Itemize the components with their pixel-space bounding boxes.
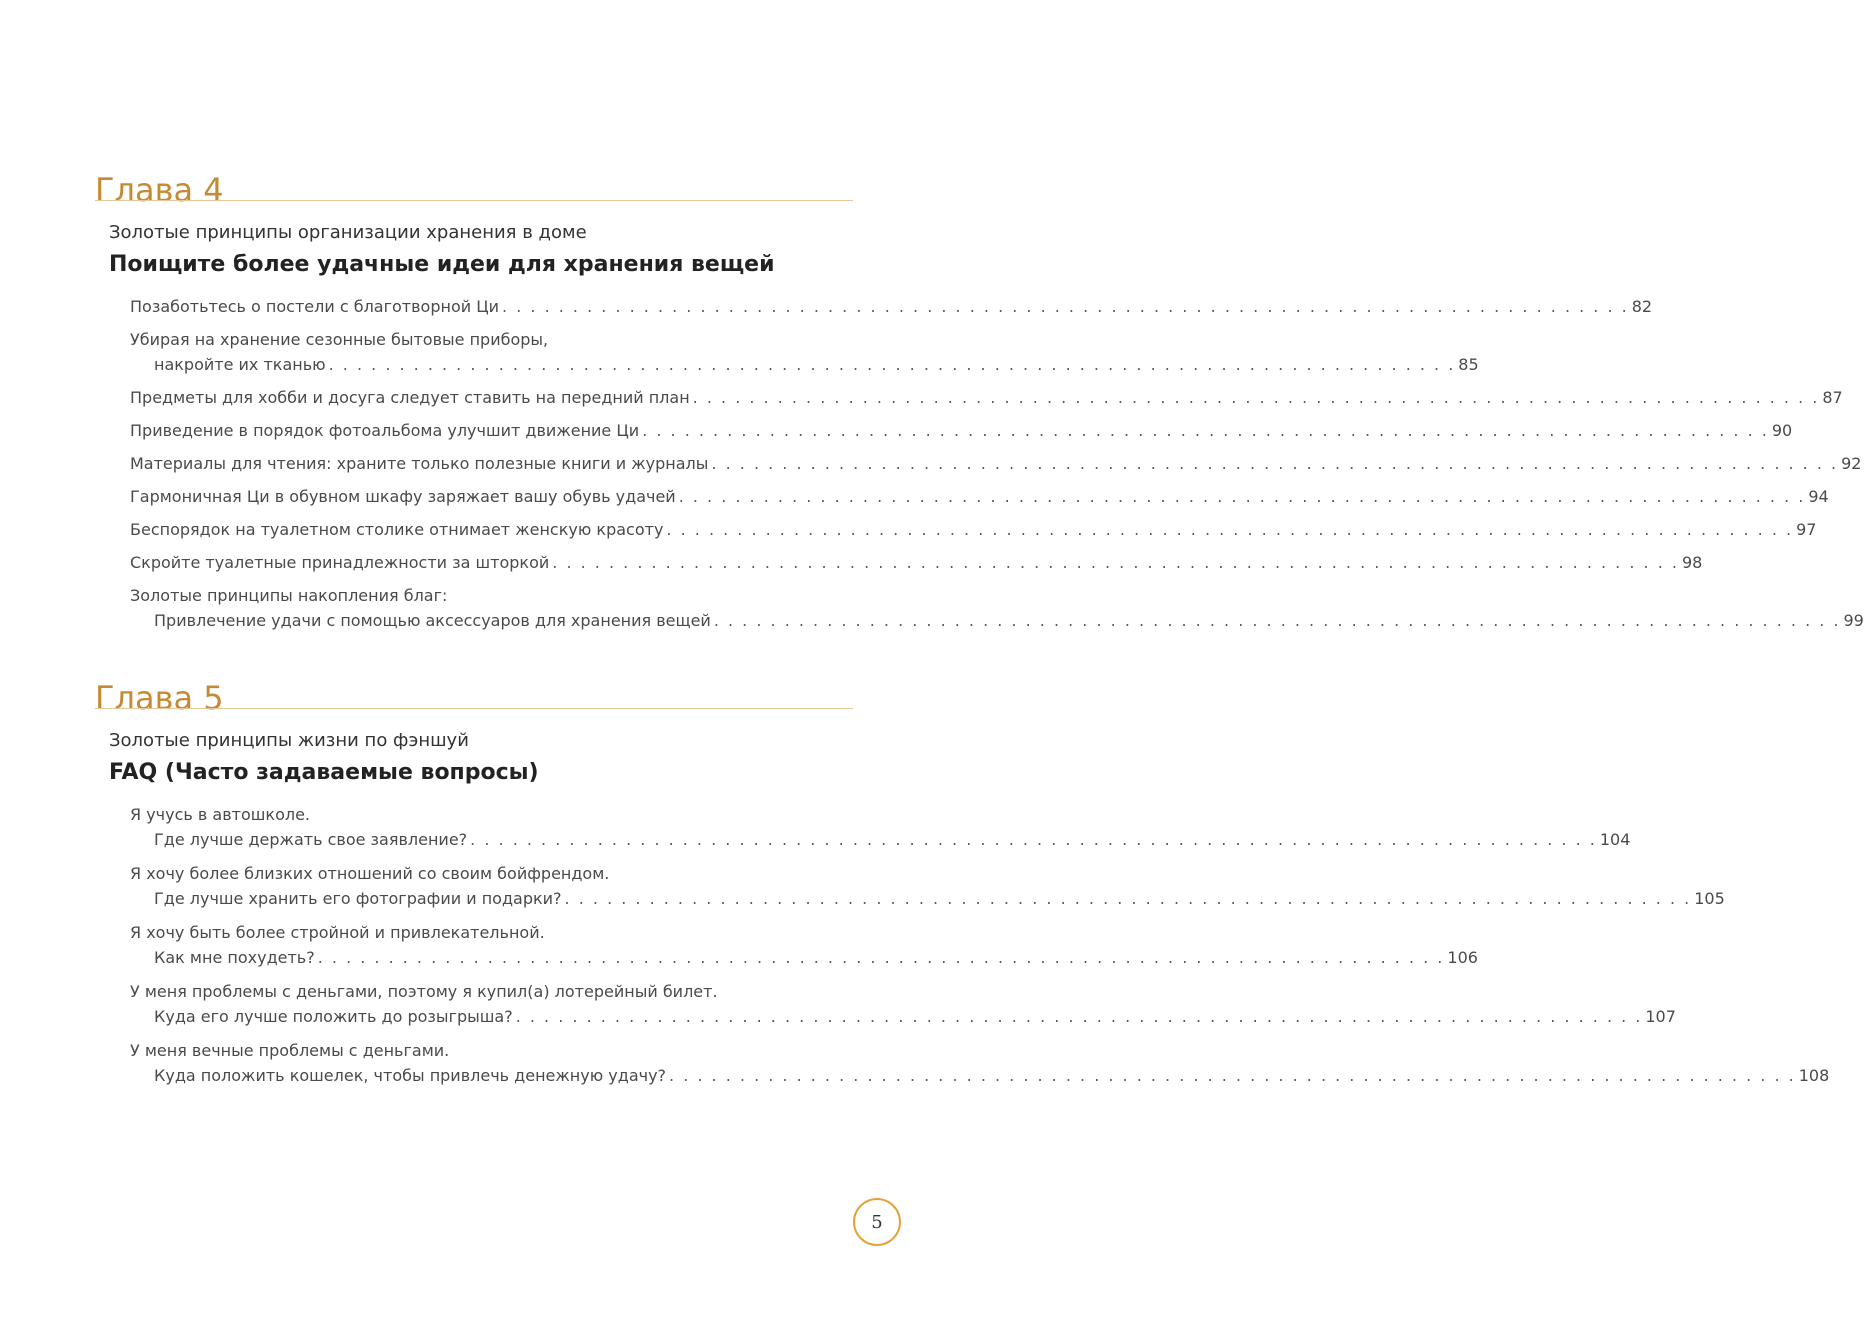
- toc-page-number: 92: [1841, 454, 1862, 473]
- dot-leader: . . . . . . . . . . . . . . . . . . . . . . . . . . . . . . . . . . . . . . . . . . . . . . . . . . . . . . . . . . . . . . . . . . . . . . . . . . . . . . . .: [317, 948, 1445, 967]
- toc-entry-line: Где лучше держать свое заявление?: [154, 830, 468, 849]
- chapter-heading: Поищите более удачные идеи для хранения вещей: [109, 252, 775, 277]
- toc-list: [95, 294, 1864, 633]
- toc-entry-line: Я учусь в автошколе.: [130, 805, 311, 824]
- dot-leader: . . . . . . . . . . . . . . . . . . . . . . . . . . . . . . . . . . . . . . . . . . . . . . . . . . . . . . . . . . . . . . . . . . . . . . . . . . . . . . . .: [666, 520, 1794, 539]
- toc-entry[interactable]: [130, 517, 1817, 542]
- toc-entry[interactable]: [130, 294, 1653, 319]
- dot-leader: . . . . . . . . . . . . . . . . . . . . . . . . . . . . . . . . . . . . . . . . . . . . . . . . . . . . . . . . . . . . . . . . . . . . . . . . . . . . . . . .: [678, 487, 1806, 506]
- dot-leader: . . . . . . . . . . . . . . . . . . . . . . . . . . . . . . . . . . . . . . . . . . . . . . . . . . . . . . . . . . . . . . . . . . . . . . . . . . . . . . . .: [470, 830, 1597, 849]
- toc-entry-line: Предметы для хобби и досуга следует ставить на передний план: [130, 388, 690, 407]
- page-number-badge: [853, 1198, 901, 1246]
- toc-entry-row: [130, 1004, 1676, 1029]
- toc-page-number: 82: [1631, 297, 1653, 316]
- toc-entry-line: Как мне похудеть?: [154, 948, 315, 967]
- toc-entry-line: У меня вечные проблемы с деньгами.: [130, 1041, 450, 1060]
- toc-entry-line: Куда положить кошелек, чтобы привлечь денежную удачу?: [154, 1066, 667, 1085]
- dot-leader: . . . . . . . . . . . . . . . . . . . . . . . . . . . . . . . . . . . . . . . . . . . . . . . . . . . . . . . . . . . . . . . . . . . . . . . . . . . . . . . .: [515, 1007, 1643, 1026]
- toc-entry-row: [130, 827, 1631, 852]
- toc-entry-line: Привлечение удачи с помощью аксессуаров для хранения вещей: [154, 611, 711, 630]
- dot-leader: . . . . . . . . . . . . . . . . . . . . . . . . . . . . . . . . . . . . . . . . . . . . . . . . . . . . . . . . . . . . . . . . . . . . . . . . . . . . . . . .: [692, 388, 1820, 407]
- toc-page-number: 104: [1599, 830, 1631, 849]
- toc-entry-row: [130, 484, 1829, 509]
- toc-entry[interactable]: [130, 861, 1725, 911]
- toc-entry-line: Где лучше хранить его фотографии и подарки?: [154, 889, 562, 908]
- dot-leader: . . . . . . . . . . . . . . . . . . . . . . . . . . . . . . . . . . . . . . . . . . . . . . . . . . . . . . . . . . . . . . . . . . . . . . . . . . . . . . . .: [502, 297, 1629, 316]
- toc-entry[interactable]: [130, 385, 1843, 410]
- toc-entry[interactable]: [130, 550, 1703, 575]
- dot-leader: . . . . . . . . . . . . . . . . . . . . . . . . . . . . . . . . . . . . . . . . . . . . . . . . . . . . . . . . . . . . . . . . . . . . . . . . . . . . . . . .: [642, 421, 1769, 440]
- toc-page-number: 85: [1458, 355, 1479, 374]
- toc-entry-row: [130, 608, 1864, 633]
- toc-page-number: 97: [1796, 520, 1817, 539]
- dot-leader: . . . . . . . . . . . . . . . . . . . . . . . . . . . . . . . . . . . . . . . . . . . . . . . . . . . . . . . . . . . . . . . . . . . . . . . . . . . . . . . .: [669, 1066, 1796, 1085]
- chapter-4: [95, 171, 1864, 633]
- toc-entry-line: Я хочу более близких отношений со своим бойфрендом.: [130, 864, 610, 883]
- toc-page-number: 106: [1447, 948, 1478, 967]
- toc-page-number: 87: [1822, 388, 1843, 407]
- chapter-divider: [95, 708, 853, 709]
- toc-entry-row: [130, 517, 1817, 542]
- chapter-5: [95, 679, 1830, 1088]
- chapter-header: [95, 172, 853, 210]
- page-number: 5: [871, 1211, 883, 1233]
- toc-entry-row: [130, 451, 1862, 476]
- toc-entry-row: [130, 945, 1478, 970]
- dot-leader: . . . . . . . . . . . . . . . . . . . . . . . . . . . . . . . . . . . . . . . . . . . . . . . . . . . . . . . . . . . . . . . . . . . . . . . . . . . . . . . .: [564, 889, 1692, 908]
- toc-entry-line: Золотые принципы накопления благ:: [130, 586, 448, 605]
- toc-page-number: 98: [1681, 553, 1703, 572]
- toc-entry-line: Позаботьтесь о постели с благотворной Ци: [130, 297, 500, 316]
- toc-entry-line: накройте их тканью: [154, 355, 326, 374]
- toc-entry[interactable]: [130, 1038, 1830, 1088]
- toc-entry[interactable]: [130, 451, 1862, 476]
- toc-entry[interactable]: [130, 418, 1793, 443]
- chapter-subtitle: Золотые принципы организации хранения в доме: [109, 222, 587, 243]
- toc-entry[interactable]: [130, 979, 1676, 1029]
- toc-entry-line: Беспорядок на туалетном столике отнимает женскую красоту: [130, 520, 664, 539]
- toc-list: [95, 802, 1830, 1088]
- toc-entry-line: Скройте туалетные принадлежности за шторкой: [130, 553, 550, 572]
- toc-entry-row: [130, 1063, 1830, 1088]
- toc-entry[interactable]: [130, 327, 1479, 377]
- chapter-subtitle: Золотые принципы жизни по фэншуй: [109, 730, 469, 751]
- toc-entry-row: [130, 418, 1793, 443]
- dot-leader: . . . . . . . . . . . . . . . . . . . . . . . . . . . . . . . . . . . . . . . . . . . . . . . . . . . . . . . . . . . . . . . . . . . . . . . . . . . . . . . .: [713, 611, 1841, 630]
- dot-leader: . . . . . . . . . . . . . . . . . . . . . . . . . . . . . . . . . . . . . . . . . . . . . . . . . . . . . . . . . . . . . . . . . . . . . . . . . . . . . . . .: [711, 454, 1839, 473]
- toc-page-number: 90: [1771, 421, 1793, 440]
- toc-page-number: 105: [1694, 889, 1725, 908]
- toc-entry[interactable]: [130, 802, 1631, 852]
- toc-page-number: 94: [1808, 487, 1829, 506]
- toc-entry-line: Материалы для чтения: храните только полезные книги и журналы: [130, 454, 709, 473]
- dot-leader: . . . . . . . . . . . . . . . . . . . . . . . . . . . . . . . . . . . . . . . . . . . . . . . . . . . . . . . . . . . . . . . . . . . . . . . . . . . . . . . .: [328, 355, 1456, 374]
- toc-entry[interactable]: [130, 484, 1829, 509]
- chapter-title: Глава 5: [95, 679, 224, 717]
- toc-entry[interactable]: [130, 583, 1864, 633]
- toc-entry-row: [130, 550, 1703, 575]
- toc-page-number: 99: [1843, 611, 1864, 630]
- toc-entry-line: У меня проблемы с деньгами, поэтому я купил(а) лотерейный билет.: [130, 982, 718, 1001]
- toc-entry-line: Гармоничная Ци в обувном шкафу заряжает вашу обувь удачей: [130, 487, 676, 506]
- toc-entry-row: [130, 385, 1843, 410]
- toc-entry-row: [130, 352, 1479, 377]
- toc-page-number: 108: [1798, 1066, 1830, 1085]
- dot-leader: . . . . . . . . . . . . . . . . . . . . . . . . . . . . . . . . . . . . . . . . . . . . . . . . . . . . . . . . . . . . . . . . . . . . . . . . . . . . . . . .: [552, 553, 1679, 572]
- toc-entry-line: Убирая на хранение сезонные бытовые приборы,: [130, 330, 549, 349]
- chapter-header: [95, 680, 853, 718]
- toc-entry-row: [130, 294, 1653, 319]
- toc-entry[interactable]: [130, 920, 1478, 970]
- toc-entry-line: Куда его лучше положить до розыгрыша?: [154, 1007, 513, 1026]
- toc-entry-row: [130, 886, 1725, 911]
- chapter-divider: [95, 200, 853, 201]
- toc-entry-line: Я хочу быть более стройной и привлекательной.: [130, 923, 545, 942]
- chapter-heading: FAQ (Часто задаваемые вопросы): [109, 760, 539, 785]
- chapter-title: Глава 4: [95, 171, 224, 209]
- toc-page-number: 107: [1645, 1007, 1676, 1026]
- toc-entry-line: Приведение в порядок фотоальбома улучшит движение Ци: [130, 421, 640, 440]
